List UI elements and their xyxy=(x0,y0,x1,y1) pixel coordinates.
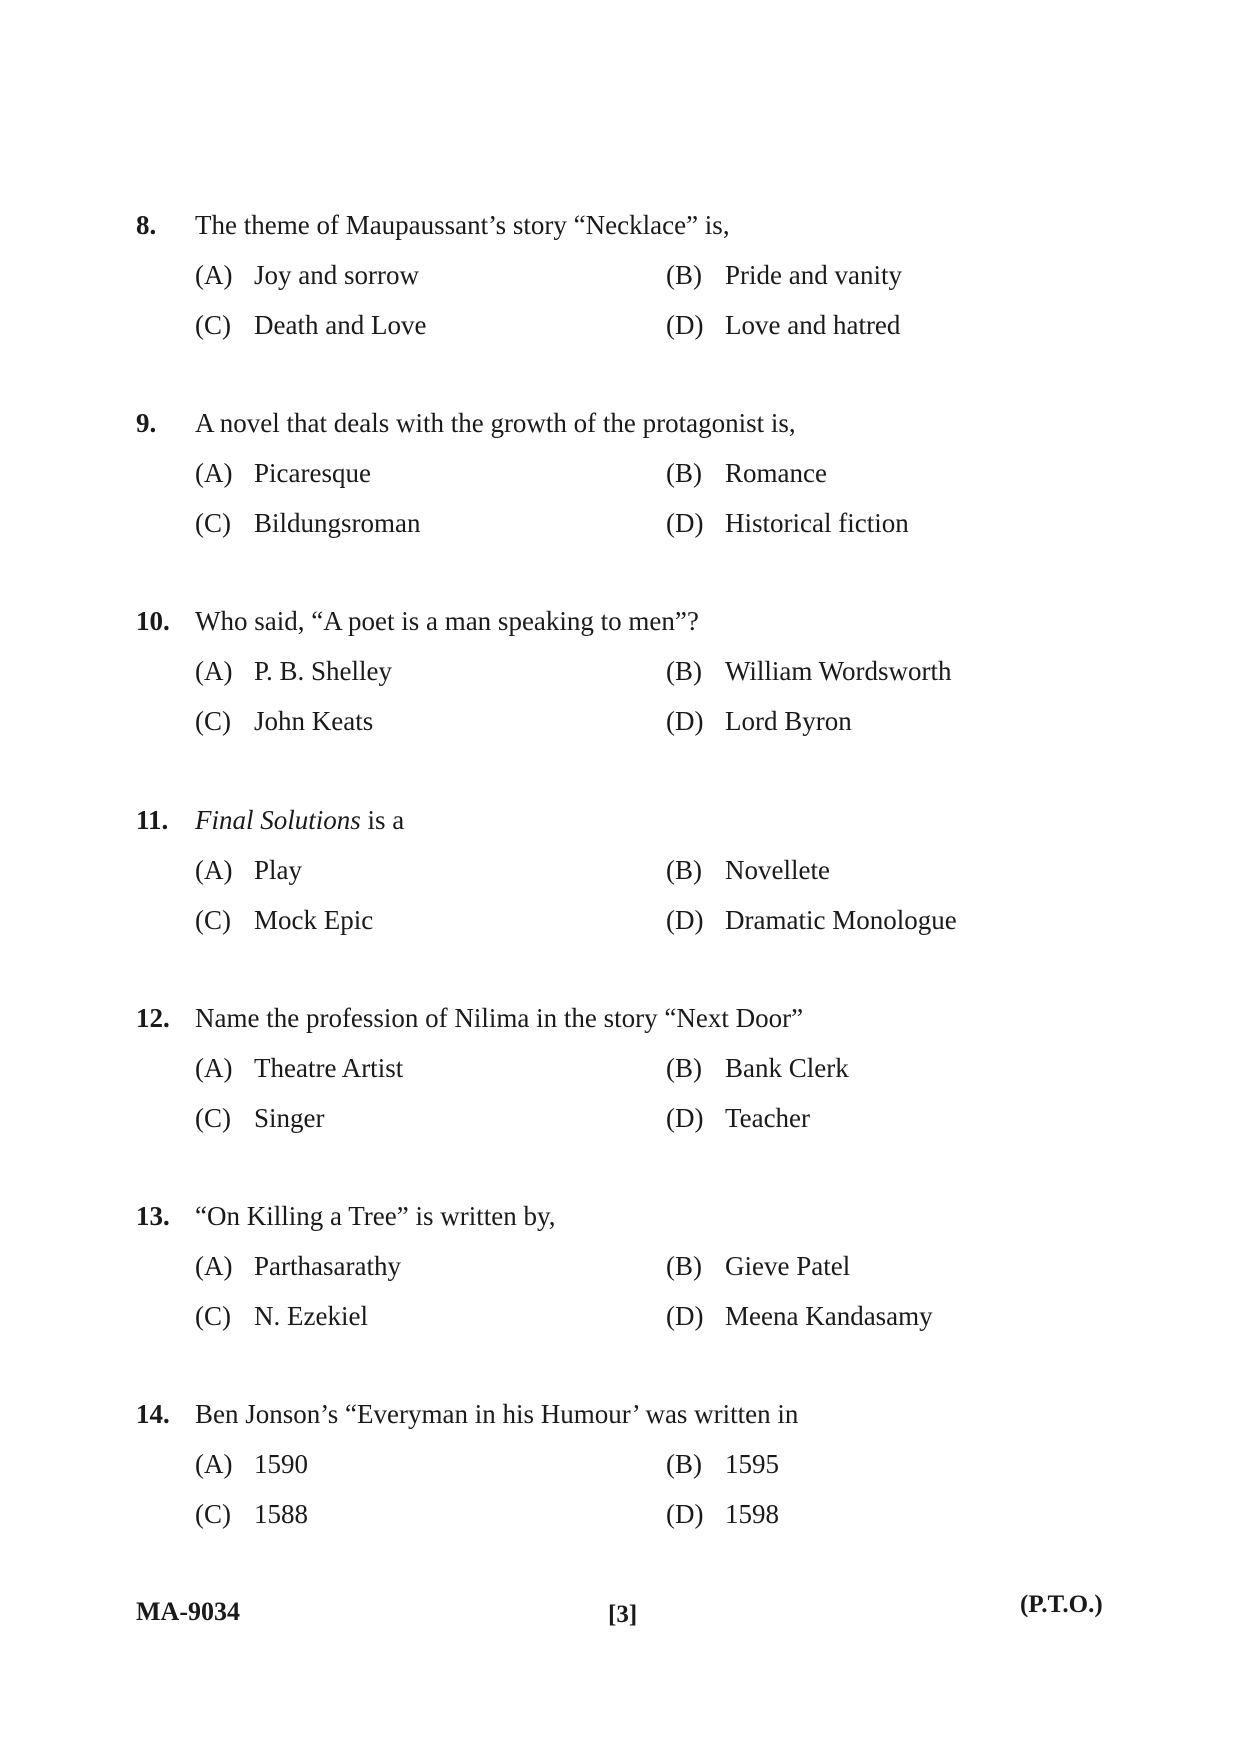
option-row xyxy=(136,1439,1116,1489)
option-b xyxy=(666,1439,779,1489)
option-letter: (A) xyxy=(195,1251,233,1281)
option-letter: (A) xyxy=(195,458,233,488)
option-letter: (B) xyxy=(666,1053,702,1083)
option-text: 1588 xyxy=(254,1499,308,1529)
question-number: 8. xyxy=(136,210,157,240)
option-row xyxy=(136,1043,1116,1093)
option-d xyxy=(666,498,909,548)
option-text: Bildungsroman xyxy=(254,508,421,538)
option-text: Novellete xyxy=(725,855,830,885)
option-text: Lord Byron xyxy=(725,706,852,736)
option-letter: (A) xyxy=(195,656,233,686)
option-letter: (A) xyxy=(195,855,233,885)
option-text: N. Ezekiel xyxy=(254,1301,368,1331)
option-d xyxy=(666,300,900,350)
option-row xyxy=(136,1093,1116,1143)
question-number: 12. xyxy=(136,1003,170,1033)
option-letter: (D) xyxy=(666,1103,704,1133)
option-text: Joy and sorrow xyxy=(254,260,419,290)
option-letter: (B) xyxy=(666,458,702,488)
pto-label: (P.T.O.) xyxy=(1020,1591,1103,1618)
option-a xyxy=(195,1043,403,1093)
option-c xyxy=(195,1093,325,1143)
option-a xyxy=(195,1241,401,1291)
option-letter: (B) xyxy=(666,855,702,885)
question-number: 14. xyxy=(136,1399,170,1429)
option-text: Gieve Patel xyxy=(725,1251,851,1281)
option-letter: (B) xyxy=(666,260,702,290)
question-stem xyxy=(136,1191,1116,1241)
option-c xyxy=(195,498,421,548)
option-letter: (A) xyxy=(195,1053,233,1083)
question-text: The theme of Maupaussant’s story “Necklace” is, xyxy=(195,210,730,240)
question-8 xyxy=(136,200,1116,350)
question-number: 10. xyxy=(136,606,170,636)
option-text: Pride and vanity xyxy=(725,260,902,290)
option-row xyxy=(136,448,1116,498)
option-letter: (A) xyxy=(195,1449,233,1479)
question-number: 11. xyxy=(136,805,169,835)
option-d xyxy=(666,895,957,945)
option-text: Picaresque xyxy=(254,458,371,488)
option-d xyxy=(666,696,852,746)
option-row xyxy=(136,300,1116,350)
option-text: 1595 xyxy=(725,1449,779,1479)
question-11 xyxy=(136,795,1116,945)
option-letter: (D) xyxy=(666,706,704,736)
option-a xyxy=(195,448,371,498)
option-b xyxy=(666,1043,849,1093)
option-c xyxy=(195,696,373,746)
question-10 xyxy=(136,596,1116,746)
option-text: Mock Epic xyxy=(254,905,374,935)
option-letter: (D) xyxy=(666,905,704,935)
question-number: 13. xyxy=(136,1201,170,1231)
question-text-italic: Final Solutions xyxy=(195,805,361,835)
question-text xyxy=(195,805,404,835)
option-letter: (B) xyxy=(666,1251,702,1281)
option-row xyxy=(136,845,1116,895)
question-9 xyxy=(136,398,1116,548)
option-text: Theatre Artist xyxy=(254,1053,404,1083)
option-text: Bank Clerk xyxy=(725,1053,849,1083)
question-text: A novel that deals with the growth of the protagonist is, xyxy=(195,408,796,438)
question-number: 9. xyxy=(136,408,157,438)
question-text: Name the profession of Nilima in the story “Next Door” xyxy=(195,1003,804,1033)
option-d xyxy=(666,1093,810,1143)
option-row xyxy=(136,696,1116,746)
option-letter: (D) xyxy=(666,1301,704,1331)
option-a xyxy=(195,1439,308,1489)
option-c xyxy=(195,300,426,350)
option-row xyxy=(136,895,1116,945)
option-c xyxy=(195,895,373,945)
option-text: Parthasarathy xyxy=(254,1251,401,1281)
question-stem xyxy=(136,795,1116,845)
option-a xyxy=(195,646,392,696)
option-b xyxy=(666,250,902,300)
option-letter: (C) xyxy=(195,508,231,538)
question-12 xyxy=(136,993,1116,1143)
option-letter: (D) xyxy=(666,508,704,538)
question-text: Who said, “A poet is a man speaking to men”? xyxy=(195,606,699,636)
option-letter: (B) xyxy=(666,1449,702,1479)
option-b xyxy=(666,1241,850,1291)
question-text: “On Killing a Tree” is written by, xyxy=(195,1201,556,1231)
option-letter: (D) xyxy=(666,1499,704,1529)
option-c xyxy=(195,1291,368,1341)
question-stem xyxy=(136,1389,1116,1439)
option-text: Romance xyxy=(725,458,827,488)
option-row xyxy=(136,498,1116,548)
option-letter: (D) xyxy=(666,310,704,340)
option-row xyxy=(136,646,1116,696)
question-stem xyxy=(136,398,1116,448)
option-b xyxy=(666,646,951,696)
option-letter: (B) xyxy=(666,656,702,686)
option-text: 1590 xyxy=(254,1449,308,1479)
option-letter: (C) xyxy=(195,905,231,935)
option-letter: (C) xyxy=(195,706,231,736)
option-letter: (C) xyxy=(195,1301,231,1331)
option-text: John Keats xyxy=(254,706,374,736)
option-letter: (A) xyxy=(195,260,233,290)
option-text: P. B. Shelley xyxy=(254,656,393,686)
option-text: Historical fiction xyxy=(725,508,909,538)
option-c xyxy=(195,1489,308,1539)
option-letter: (C) xyxy=(195,1103,231,1133)
option-row xyxy=(136,1291,1116,1341)
option-row xyxy=(136,1489,1116,1539)
option-text: William Wordsworth xyxy=(725,656,952,686)
question-13 xyxy=(136,1191,1116,1341)
option-a xyxy=(195,250,419,300)
option-text: Dramatic Monologue xyxy=(725,905,957,935)
option-text: Play xyxy=(254,855,303,885)
option-text: Love and hatred xyxy=(725,310,901,340)
option-row xyxy=(136,250,1116,300)
option-letter: (C) xyxy=(195,310,231,340)
question-stem xyxy=(136,993,1116,1043)
question-14 xyxy=(136,1389,1116,1539)
option-text: 1598 xyxy=(725,1499,779,1529)
question-text: Ben Jonson’s “Everyman in his Humour’ was written in xyxy=(195,1399,799,1429)
option-d xyxy=(666,1291,933,1341)
option-text: Meena Kandasamy xyxy=(725,1301,933,1331)
paper-code: MA-9034 xyxy=(136,1597,240,1626)
page-number: [3] xyxy=(608,1601,638,1628)
option-a xyxy=(195,845,302,895)
option-d xyxy=(666,1489,779,1539)
question-stem xyxy=(136,596,1116,646)
question-stem xyxy=(136,200,1116,250)
option-text: Singer xyxy=(254,1103,325,1133)
option-text: Teacher xyxy=(725,1103,811,1133)
option-b xyxy=(666,448,827,498)
option-row xyxy=(136,1241,1116,1291)
option-text: Death and Love xyxy=(254,310,427,340)
option-letter: (C) xyxy=(195,1499,231,1529)
question-text-rest: is a xyxy=(360,805,405,835)
option-b xyxy=(666,845,830,895)
